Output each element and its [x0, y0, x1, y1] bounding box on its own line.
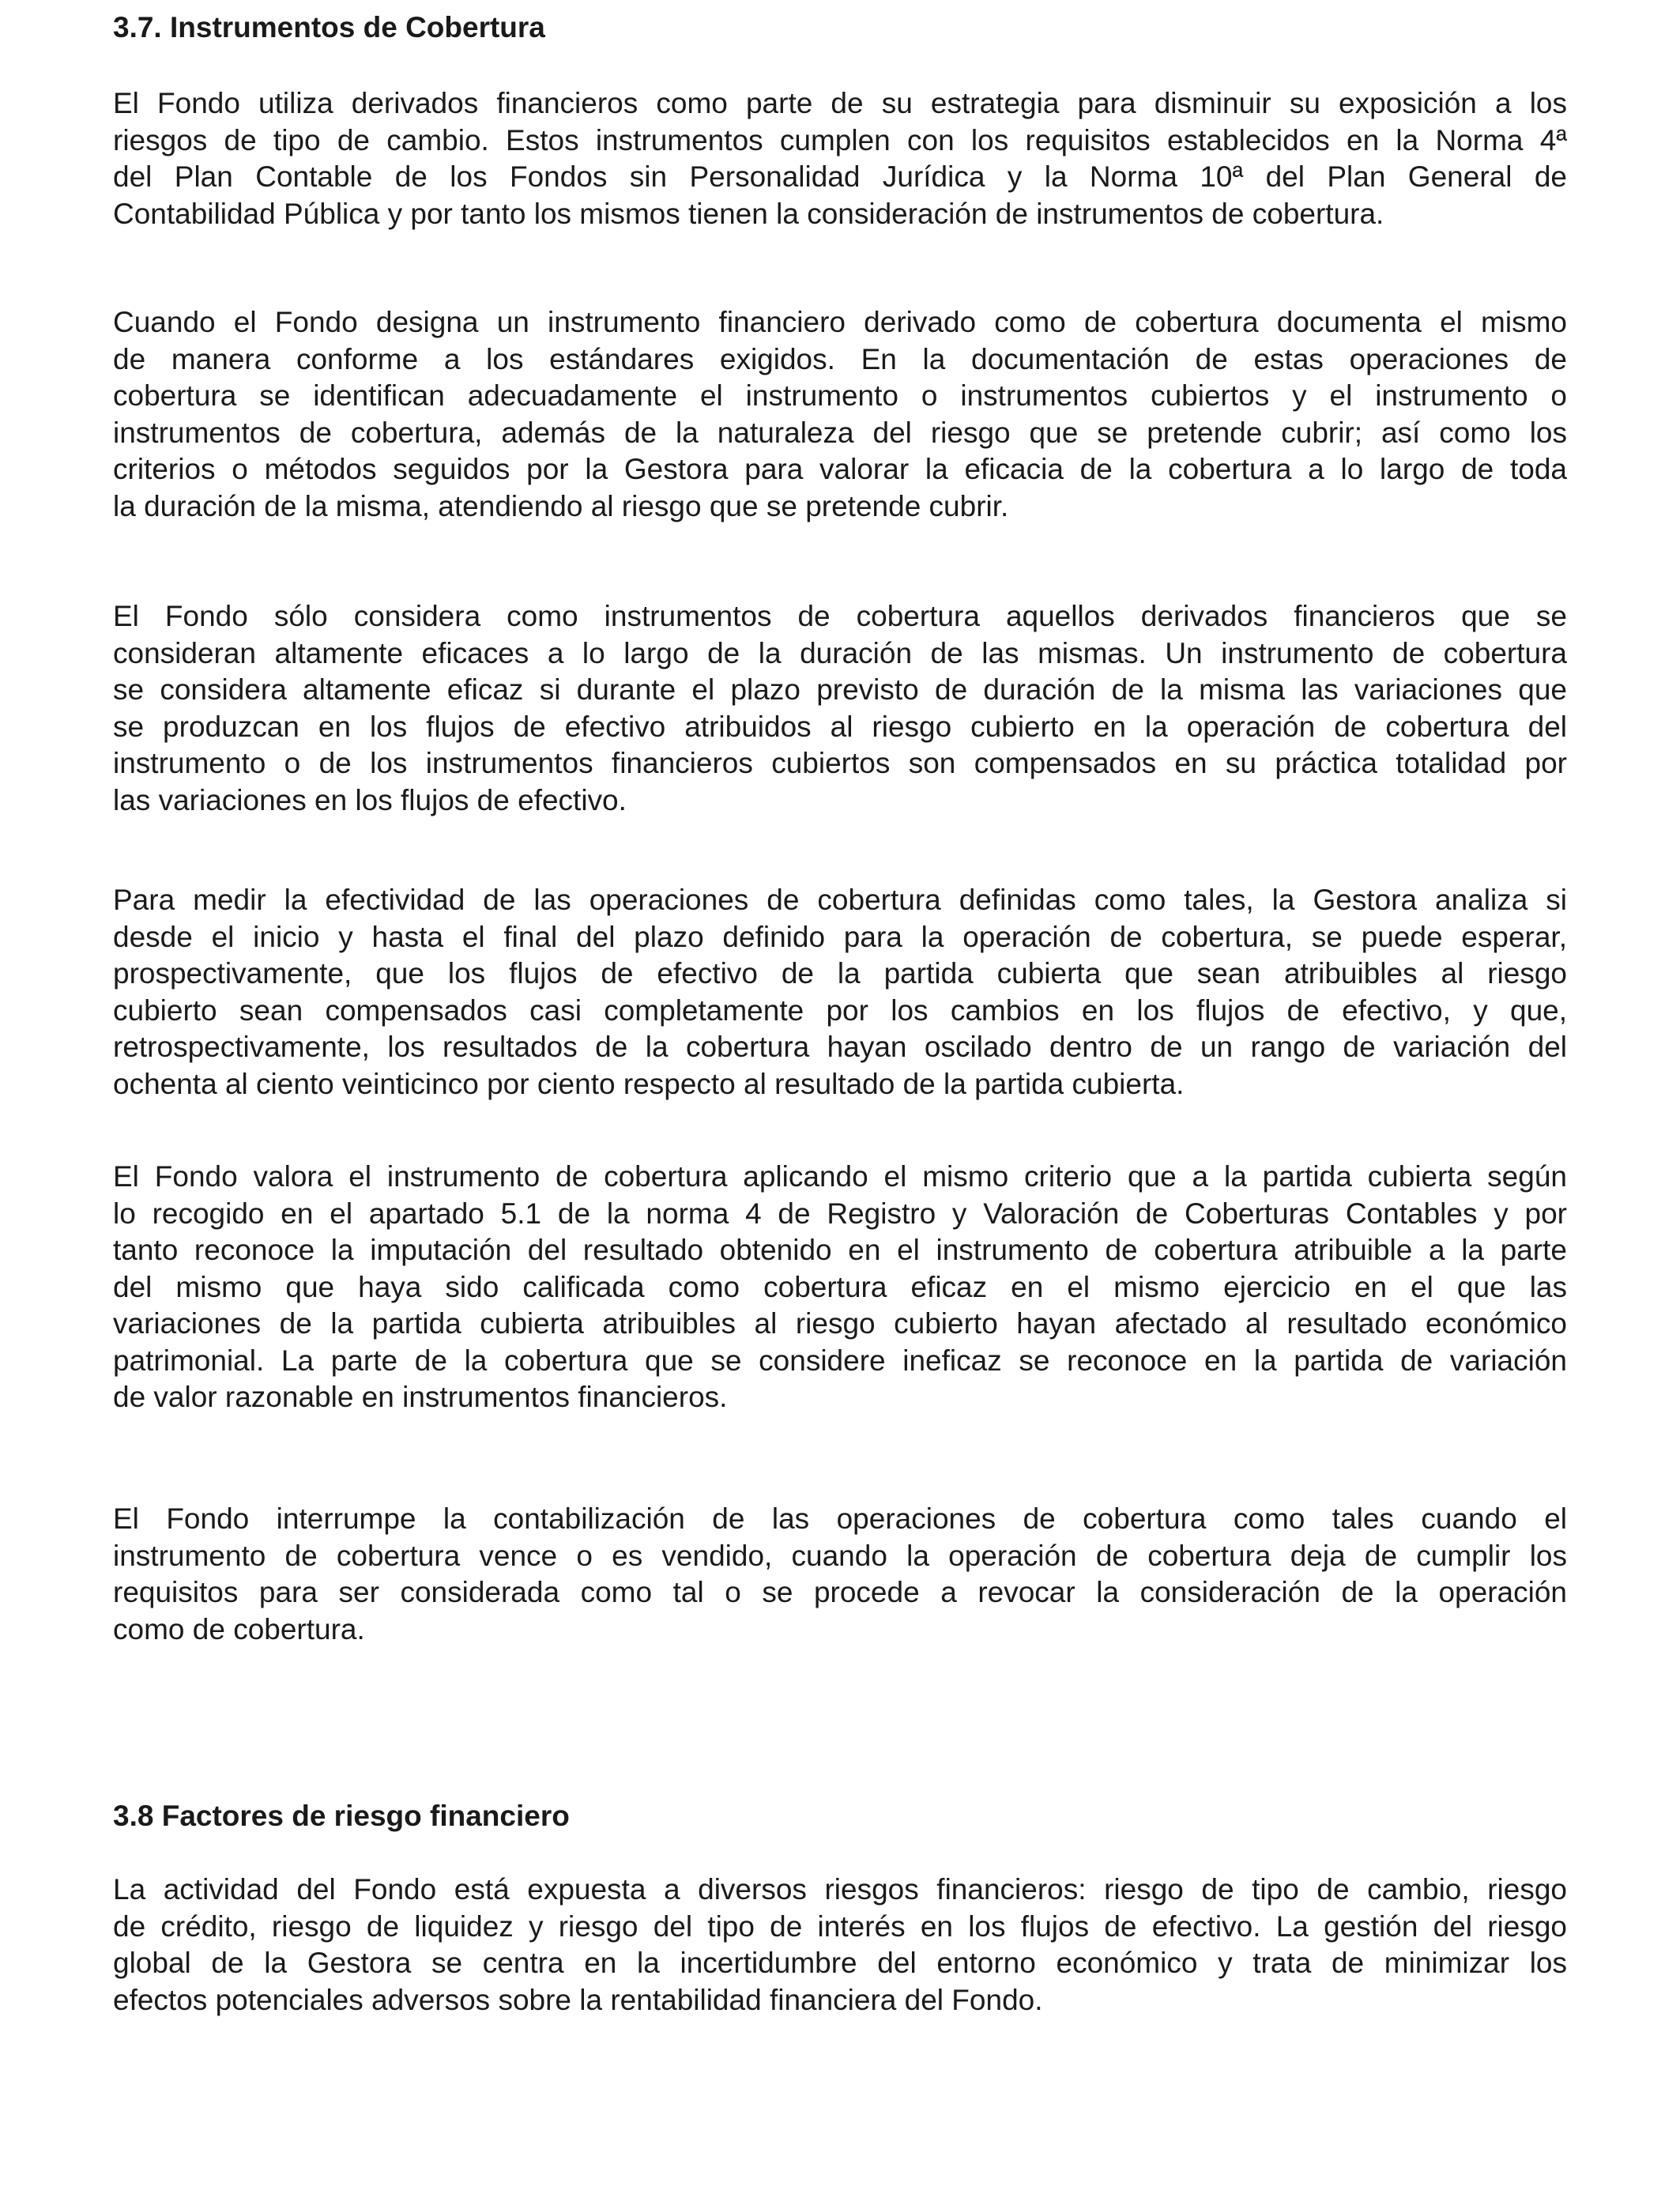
text-line: criterios o métodos seguidos por la Gestora para valorar la eficacia de la cobertura a lo largo de toda	[113, 453, 1567, 485]
text-line: instrumentos de cobertura, además de la naturaleza del riesgo que se pretende cubrir; así como los	[113, 416, 1567, 449]
paragraph-3	[113, 598, 1567, 819]
paragraph-5	[113, 1159, 1567, 1416]
text-line: consideran altamente eficaces a lo largo de la duración de las mismas. Un instrumento de cobertura	[113, 636, 1567, 669]
text-line: prospectivamente, que los flujos de efectivo de la partida cubierta que sean atribuibles al riesgo	[113, 957, 1567, 990]
text-line: como de cobertura.	[113, 1612, 365, 1646]
section-heading-3-7: 3.7. Instrumentos de Cobertura	[113, 11, 545, 43]
text-line: se considera altamente eficaz si durante el plazo previsto de duración de la misma las variaciones que	[113, 673, 1567, 706]
text-line: variaciones de la partida cubierta atribuibles al riesgo cubierto hayan afectado al resultado económico	[113, 1307, 1567, 1340]
text-line: ochenta al ciento veinticinco por ciento respecto al resultado de la partida cubierta.	[113, 1067, 1185, 1100]
text-line: instrumento de cobertura vence o es vendido, cuando la operación de cobertura deja de cumplir los	[113, 1539, 1567, 1572]
paragraph-6	[113, 1501, 1567, 1648]
text-line: de manera conforme a los estándares exigidos. En la documentación de estas operaciones de	[113, 342, 1567, 375]
paragraph-7	[113, 1872, 1567, 2019]
text-line: efectos potenciales adversos sobre la rentabilidad financiera del Fondo.	[113, 1983, 1043, 2016]
text-line: El Fondo interrumpe la contabilización de las operaciones de cobertura como tales cuando el	[113, 1502, 1567, 1535]
text-line: riesgos de tipo de cambio. Estos instrumentos cumplen con los requisitos establecidos en la Norma 4ª	[113, 123, 1567, 156]
text-line: la duración de la misma, atendiendo al riesgo que se pretende cubrir.	[113, 489, 1009, 522]
text-line: cobertura se identifican adecuadamente el instrumento o instrumentos cubiertos y el instrumento o	[113, 379, 1567, 412]
section-heading-3-8: 3.8 Factores de riesgo financiero	[113, 1800, 570, 1832]
text-line: El Fondo valora el instrumento de cobertura aplicando el mismo criterio que a la partida cubierta según	[113, 1160, 1567, 1193]
paragraph-2	[113, 304, 1567, 525]
text-line: patrimonial. La parte de la cobertura que se considere ineficaz se reconoce en la partida de variación	[113, 1344, 1567, 1377]
text-line: se produzcan en los flujos de efectivo atribuidos al riesgo cubierto en la operación de cobertura del	[113, 710, 1567, 743]
text-line: del Plan Contable de los Fondos sin Personalidad Jurídica y la Norma 10ª del Plan General de	[113, 160, 1567, 193]
text-line: de valor razonable en instrumentos financieros.	[113, 1381, 728, 1413]
text-line: retrospectivamente, los resultados de la cobertura hayan oscilado dentro de un rango de variación del	[113, 1031, 1567, 1063]
text-line: El Fondo utiliza derivados financieros como parte de su estrategia para disminuir su exposición a los	[113, 87, 1567, 119]
text-line: La actividad del Fondo está expuesta a diversos riesgos financieros: riesgo de tipo de cambio, riesgo	[113, 1873, 1567, 1906]
paragraph-4	[113, 882, 1567, 1103]
text-line: instrumento o de los instrumentos financieros cubiertos son compensados en su práctica totalidad por	[113, 747, 1567, 779]
text-line: Contabilidad Pública y por tanto los mismos tienen la consideración de instrumentos de cobertura.	[113, 197, 1384, 230]
paragraph-1	[113, 85, 1567, 232]
text-line: de crédito, riesgo de liquidez y riesgo del tipo de interés en los flujos de efectivo. La gestión del riesgo	[113, 1909, 1567, 1943]
text-line: tanto reconoce la imputación del resultado obtenido en el instrumento de cobertura atribuible a la parte	[113, 1234, 1567, 1266]
text-line: Para medir la efectividad de las operaciones de cobertura definidas como tales, la Gestora analiza si	[113, 884, 1567, 916]
text-line: El Fondo sólo considera como instrumentos de cobertura aquellos derivados financieros que se	[113, 600, 1567, 632]
text-line: requisitos para ser considerada como tal o se procede a revocar la consideración de la operación	[113, 1576, 1567, 1608]
text-line: lo recogido en el apartado 5.1 de la norma 4 de Registro y Valoración de Coberturas Contables y por	[113, 1197, 1567, 1230]
text-line: Cuando el Fondo designa un instrumento financiero derivado como de cobertura documenta el mismo	[113, 306, 1567, 338]
text-line: global de la Gestora se centra en la incertidumbre del entorno económico y trata de minimizar los	[113, 1947, 1567, 1979]
text-line: las variaciones en los flujos de efectivo.	[113, 783, 627, 816]
text-line: desde el inicio y hasta el final del plazo definido para la operación de cobertura, se puede esperar,	[113, 920, 1567, 953]
text-line: cubierto sean compensados casi completamente por los cambios en los flujos de efectivo, y que,	[113, 993, 1567, 1027]
text-line: del mismo que haya sido calificada como cobertura eficaz en el mismo ejercicio en el que las	[113, 1270, 1567, 1303]
